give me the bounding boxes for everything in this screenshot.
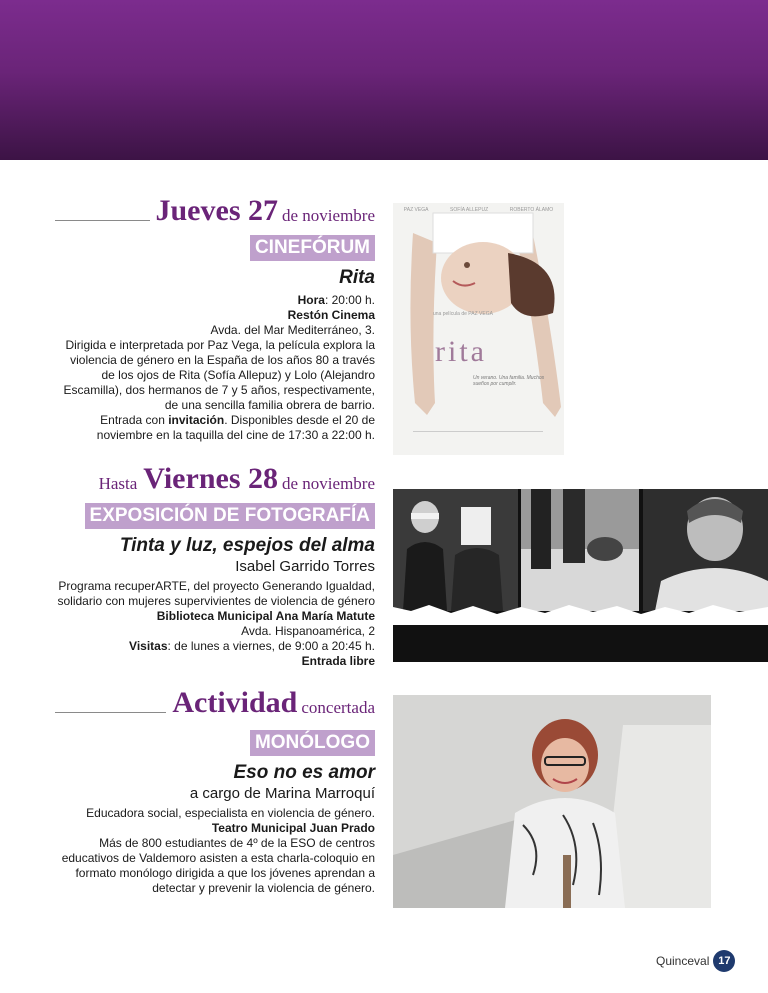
event-author: a cargo de Marina Marroquí <box>189 785 375 802</box>
event-hora: Hora: 20:00 h. <box>297 293 375 307</box>
poster-illustration <box>393 203 564 455</box>
event-author: Isabel Garrido Torres <box>235 558 375 575</box>
event-entry: Entrada libre <box>301 654 375 668</box>
category-tag: MONÓLOGO <box>250 730 375 756</box>
date-rule <box>55 220 150 221</box>
event-entry: Entrada con invitación. Disponibles desde el 20 de noviembre en la taquilla del cine de 17:30 a 22:00 h. <box>96 413 375 442</box>
page-number-badge: 17 <box>713 950 735 972</box>
header-banner <box>0 0 768 160</box>
poster-title: rita <box>435 335 487 368</box>
category-tag: CINEFÓRUM <box>250 235 375 261</box>
event-date <box>55 460 375 494</box>
event-date <box>55 684 375 718</box>
date-small: concertada <box>301 698 375 717</box>
date-big: Jueves 27 <box>155 194 278 227</box>
event-role: Educadora social, especialista en violencia de género. <box>86 806 375 820</box>
event-details <box>55 535 375 669</box>
date-small: de noviembre <box>282 474 375 493</box>
category-tag: EXPOSICIÓN DE FOTOGRAFÍA <box>85 503 375 529</box>
event-title: Eso no es amor <box>233 762 375 783</box>
date-pre: Hasta <box>98 474 138 493</box>
date-rule <box>55 712 166 713</box>
event-details <box>55 267 375 443</box>
exhibition-photo-collage <box>393 489 768 662</box>
date-big: Viernes 28 <box>143 462 278 495</box>
date-big: Actividad <box>172 686 298 719</box>
event-description: Programa recuperARTE, del proyecto Generando Igualdad, solidario con mujeres supervivientes de violencia de género <box>57 579 375 608</box>
poster-director: una película de PAZ VEGA <box>433 311 493 317</box>
event-venue: Restón Cinema <box>287 308 375 322</box>
poster-cast: PAZ VEGA SOFÍA ALLEPUZ ROBERTO ÁLAMO <box>403 207 554 213</box>
page-footer <box>656 950 735 972</box>
event-address: Avda. del Mar Mediterráneo, 3. <box>210 323 375 337</box>
event-date <box>55 192 375 226</box>
event-venue: Biblioteca Municipal Ana María Matute <box>156 609 375 623</box>
magazine-name: Quinceval <box>656 954 710 968</box>
event-venue: Teatro Municipal Juan Prado <box>211 821 375 835</box>
event-description: Más de 800 estudiantes de 4º de la ESO de centros educativos de Valdemoro asisten a esta charla-coloquio en formato monólogo dirigida a que los jóvenes aprendan a detectar y prevenir la violencia de género. <box>61 836 375 895</box>
event-visitas: Visitas: de lunes a viernes, de 9:00 a 20:45 h. <box>129 639 375 653</box>
poster-tagline: Un verano. Una familia. Muchos sueños por cumplir. <box>473 375 545 387</box>
poster-credits <box>413 431 543 442</box>
event-address: Avda. Hispanoamérica, 2 <box>241 624 375 638</box>
event-description: Dirigida e interpretada por Paz Vega, la película explora la violencia de género en la España de los años 80 a través de los ojos de Rita (Sofía Allepuz) y Lolo (Alejandro Escamilla), dos hermanos de 7 y 5 años, respectivamente, de una sencilla familia obrera de barrio. <box>63 338 375 412</box>
speaker-photo <box>393 695 711 908</box>
movie-poster <box>393 203 564 455</box>
event-details <box>55 762 375 896</box>
date-small: de noviembre <box>282 206 375 225</box>
event-title: Tinta y luz, espejos del alma <box>119 535 375 556</box>
event-title: Rita <box>339 267 375 288</box>
